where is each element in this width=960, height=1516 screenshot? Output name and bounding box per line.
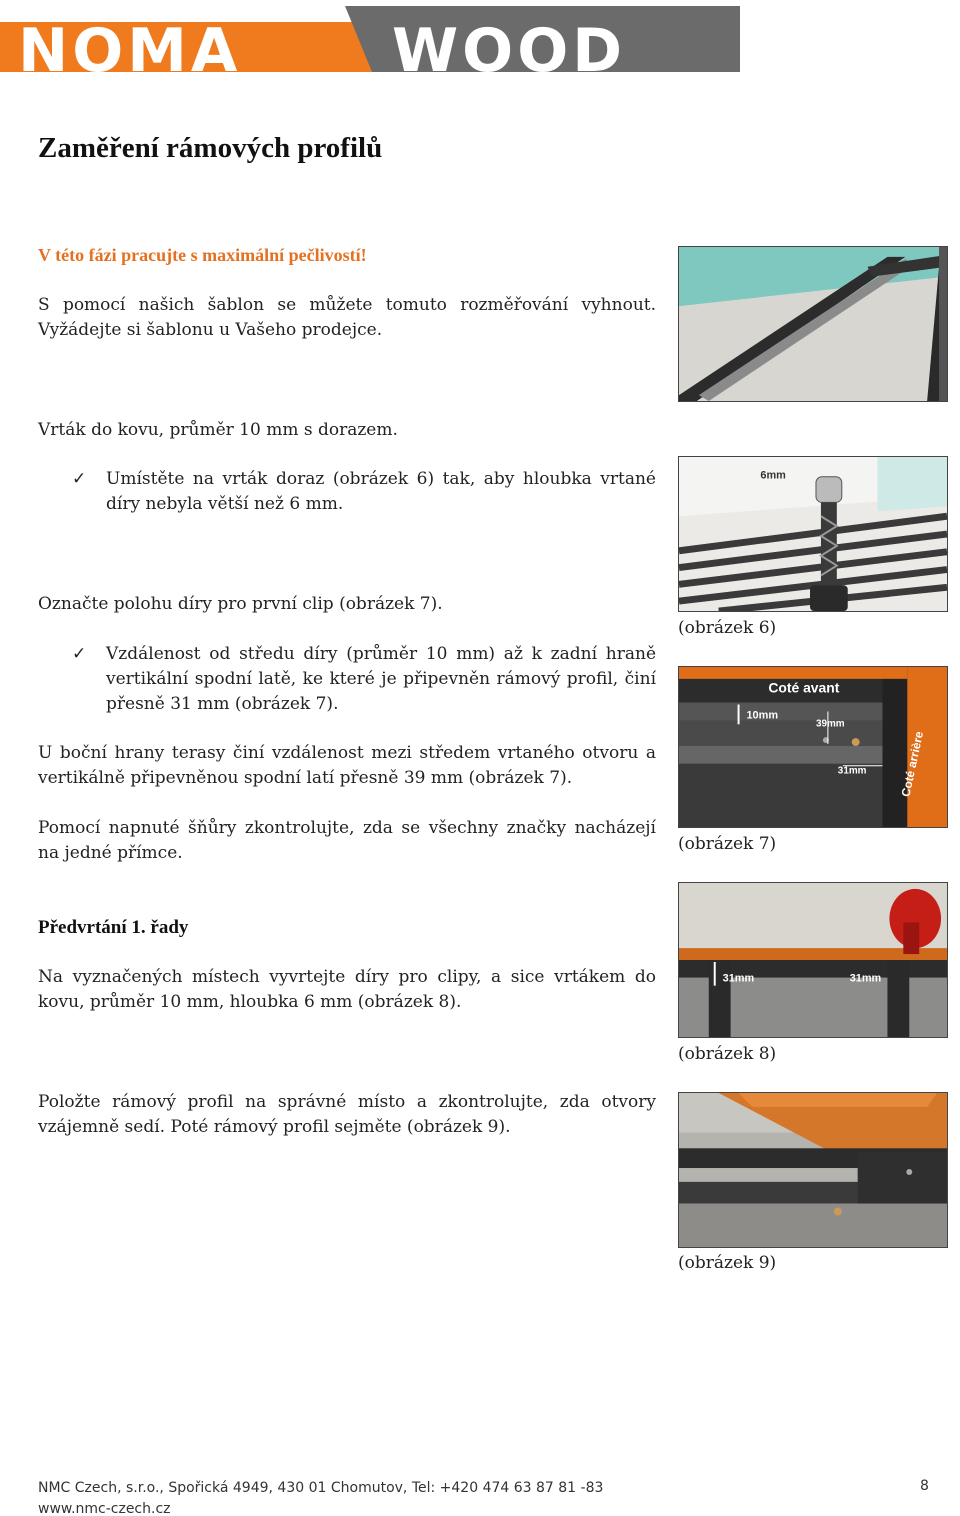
side-edge-paragraph: U boční hrany terasy činí vzdálenost mezi středem vrtaného otvoru a vertikálně připevněnou spodní latí přesně 39 mm (obrázek 7).	[38, 743, 656, 788]
predrill-paragraph: Na vyznačených místech vyvrtejte díry pro clipy, a sice vrtákem do kovu, průměr 10 mm, hloubka 6 mm (obrázek 8).	[38, 967, 656, 1012]
nomawood-logo	[0, 0, 740, 72]
footer-address: NMC Czech, s.r.o., Spořická 4949, 430 01 Chomutov, Tel: +420 474 63 87 81 -83	[38, 1480, 604, 1496]
place-paragraph: Položte rámový profil na správné místo a zkontrolujte, zda otvory vzájemně sedí. Poté rámový profil sejměte (obrázek 9).	[38, 1092, 656, 1137]
page-number: 8	[920, 1478, 929, 1494]
intro-paragraph: S pomocí našich šablon se můžete tomuto rozměřování vyhnout. Vyžádejte si šablonu u Vašeho prodejce.	[38, 295, 656, 340]
mark-check-item	[72, 642, 656, 717]
predrill-heading: Předvrtání 1. řady	[38, 917, 189, 938]
figure-6-caption: (obrázek 6)	[678, 618, 777, 638]
drill-check-text: Umístěte na vrták doraz (obrázek 6) tak, aby hloubka vrtané díry nebyla větší než 6 mm.	[106, 469, 656, 514]
figure-9-caption: (obrázek 9)	[678, 1253, 777, 1273]
dimension-31mm: 31mm	[837, 765, 867, 777]
mark-heading: Označte polohu díry pro první clip (obrázek 7).	[38, 594, 443, 614]
dimension-39mm: 39mm	[815, 718, 845, 730]
logo-text-noma: NOMA	[18, 16, 242, 72]
checkmark-icon: ✓	[72, 469, 87, 489]
logo-text-wood: WOOD	[392, 16, 626, 72]
mark-check-text: Vzdálenost od středu díry (průměr 10 mm) až k zadní hraně vertikální spodní latě, ke které je připevněn rámový profil, činí přesně 31 mm (obrázek 7).	[106, 644, 656, 714]
footer-website-link[interactable]: www.nmc-czech.cz	[38, 1501, 171, 1516]
string-check-paragraph: Pomocí napnuté šňůry zkontrolujte, zda se všechny značky nacházejí na jedné přímce.	[38, 818, 656, 863]
warning-text: V této fázi pracujte s maximální pečlivostí!	[38, 245, 367, 265]
drill-photo	[678, 456, 948, 612]
predrill-photo	[678, 882, 948, 1038]
frame-measure-photo	[678, 666, 948, 828]
drill-heading: Vrták do kovu, průměr 10 mm s dorazem.	[38, 420, 398, 440]
drill-depth-label: 6mm	[760, 469, 786, 482]
dimension-31mm-right: 31mm	[849, 972, 882, 985]
rail-photo	[678, 246, 948, 402]
checkmark-icon: ✓	[72, 644, 87, 664]
front-side-label: Coté avant	[768, 679, 840, 696]
dimension-31mm-left: 31mm	[722, 972, 755, 985]
figure-7-caption: (obrázek 7)	[678, 834, 777, 854]
back-side-label: Coté arrière	[898, 730, 927, 798]
dimension-10mm: 10mm	[746, 709, 779, 722]
page-title: Zaměření rámových profilů	[38, 132, 383, 164]
place-profile-photo	[678, 1092, 948, 1248]
drill-check-item	[72, 467, 656, 517]
footer	[38, 1478, 603, 1516]
figure-8-caption: (obrázek 8)	[678, 1044, 777, 1064]
